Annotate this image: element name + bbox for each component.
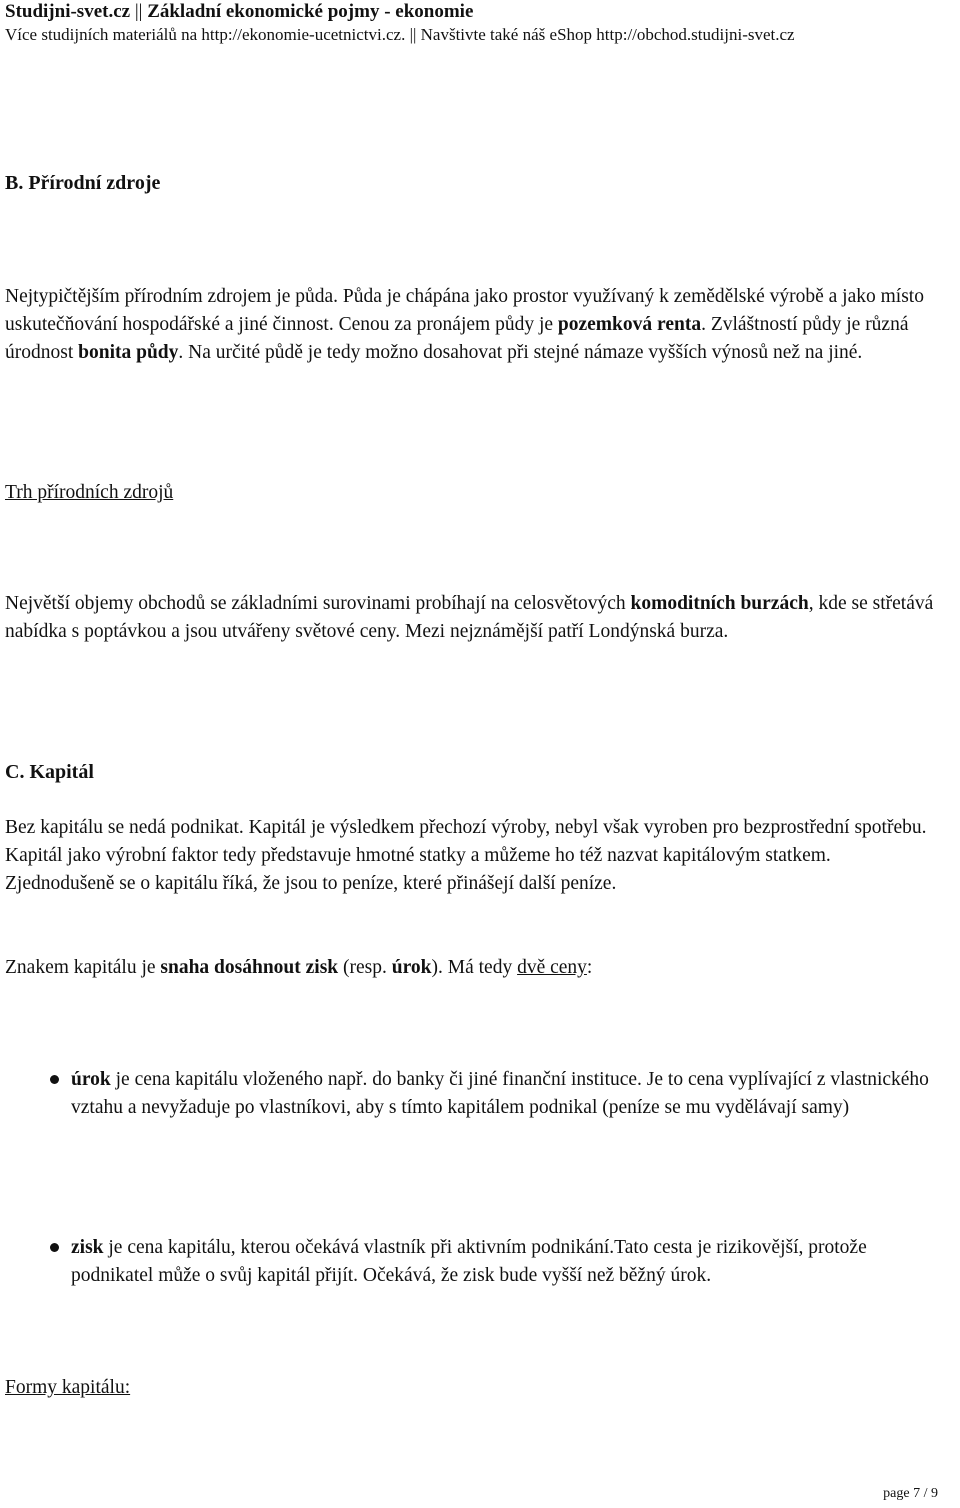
- document-title: Základní ekonomické pojmy - ekonomie: [147, 1, 474, 22]
- term-urok: úrok: [391, 957, 432, 978]
- text: (resp.: [338, 957, 392, 978]
- text: Nejtypičtějším přírodním zdrojem je půda. Půda je chápána jako prostor využívaný k zemědělské výrobě a jako místo uskutečňování hospodářské a jiné činnost. Cenou za pronájem půdy je: [5, 286, 924, 335]
- text: Znakem kapitálu je: [5, 957, 161, 978]
- site-name: Studijni-svet.cz: [5, 1, 131, 22]
- header-links-line: [5, 24, 940, 46]
- bullet-list-urok: [0, 1066, 940, 1122]
- list-item: [0, 1234, 940, 1290]
- section-b-paragraph-1: [5, 283, 940, 367]
- text: . Zvláštností půdy je různá úrodnost: [5, 314, 909, 363]
- term-komoditni-burzy: komoditních burzách: [630, 593, 809, 614]
- text: , kde se střetává nabídka s poptávkou a jsou utvářeny světové ceny. Mezi nejznámější patří Londýnská burza.: [5, 593, 934, 642]
- header-link-eshop[interactable]: Navštivte také náš eShop http://obchod.studijni-svet.cz: [420, 25, 795, 44]
- subheading-formy-kapitalu: Formy kapitálu:: [5, 1377, 131, 1398]
- header-separator: ||: [409, 25, 417, 44]
- text: ). Má tedy: [431, 957, 518, 978]
- page-number: page 7 / 9: [883, 1486, 938, 1501]
- section-b-heading: B. Přírodní zdroje: [5, 172, 161, 194]
- section-c-paragraph-2: [5, 954, 940, 982]
- section-c-heading: C. Kapitál: [5, 761, 94, 783]
- bullet-icon: [50, 1075, 59, 1084]
- subheading-trh-prirodnich-zdroju: Trh přírodních zdrojů: [5, 482, 174, 503]
- bullet-list-zisk: [0, 1234, 940, 1290]
- term-snaha-dosahnout-zisk: snaha dosáhnout zisk: [160, 957, 339, 978]
- list-item: [0, 1066, 940, 1122]
- term-pozemkova-renta: pozemková renta: [557, 314, 702, 335]
- term-bonita-pudy: bonita půdy: [78, 342, 179, 363]
- bullet-text: je cena kapitálu vloženého např. do banky či jiné finanční instituce. Je to cena vyplívající z vlastnického vztahu a nevyžaduje po vlastníkovi, aby s tímto kapitálem podnikal (peníze se mu vydělávají samy): [71, 1069, 929, 1118]
- text: :: [586, 957, 593, 978]
- bullet-term: úrok: [71, 1069, 111, 1090]
- text: Největší objemy obchodů se základními surovinami probíhají na celosvětových: [5, 593, 631, 614]
- bullet-icon: [50, 1243, 59, 1252]
- header-separator: ||: [134, 1, 143, 22]
- header-title-line: [5, 0, 940, 24]
- section-b-paragraph-2: [5, 590, 940, 646]
- bullet-term: zisk: [71, 1237, 104, 1258]
- bullet-text: je cena kapitálu, kterou očekává vlastník při aktivním podnikání.Tato cesta je rizikovější, protože podnikatel může o svůj kapitál přijít. Očekává, že zisk bude vyšší než běžný úrok.: [71, 1237, 867, 1286]
- underlined-dve-ceny: dvě ceny: [517, 957, 587, 978]
- section-c-paragraph-1: Bez kapitálu se nedá podnikat. Kapitál je výsledkem přechozí výroby, nebyl však vyroben pro bezprostřední spotřebu. Kapitál jako výrobní faktor tedy představuje hmotné statky a můžeme ho též nazvat kapitálovým statkem. Zjednodušeně se o kapitálu říká, že jsou to peníze, které přinášejí další peníze.: [5, 817, 927, 894]
- header-link-materials[interactable]: Více studijních materiálů na http://ekonomie-ucetnictvi.cz.: [5, 25, 406, 44]
- text: . Na určité půdě je tedy možno dosahovat při stejné námaze vyšších výnosů než na jiné.: [178, 342, 863, 363]
